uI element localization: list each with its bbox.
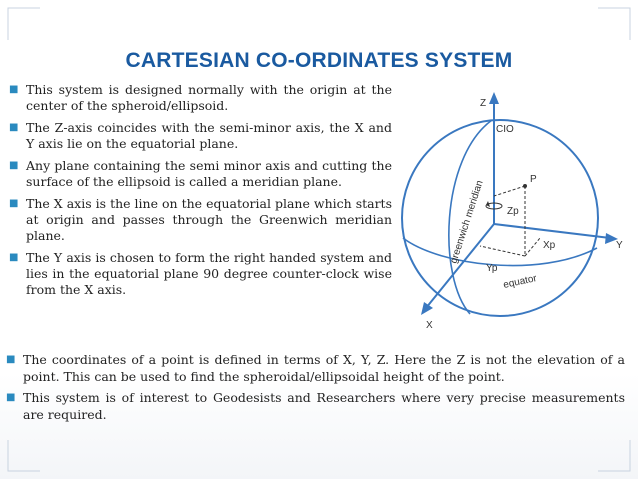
- label-zp: Zp: [507, 206, 519, 217]
- bullet-icon: ■: [9, 122, 19, 133]
- point-p-marker: [523, 184, 527, 188]
- bullet-icon: ■: [6, 392, 16, 403]
- y-axis-line: [494, 224, 610, 238]
- bullet-text: This system is designed normally with the origin at the center of the spheroid/ellipsoid.: [26, 82, 392, 113]
- bullet-text: The Z-axis coincides with the semi-minor axis, the X and Y axis lie on the equatorial plane.: [26, 120, 392, 151]
- z-axis-arrowhead: [489, 92, 499, 104]
- bullet-item: [8, 250, 392, 298]
- bullet-icon: ■: [9, 198, 19, 209]
- equator-curve: [403, 238, 597, 266]
- ellipsoid-outline: [402, 120, 598, 316]
- label-z: Z: [480, 98, 487, 109]
- bullet-text: The Y axis is chosen to form the right handed system and lies in the equatorial plane 90 degree counter-clock wise from the X axis.: [26, 250, 392, 297]
- p-to-zp-projection: [494, 186, 525, 196]
- bullet-list: [8, 82, 392, 304]
- bottom-bullet-text: This system is of interest to Geodesists and Researchers where very precise measurements are required.: [23, 390, 625, 422]
- bullet-text: The X axis is the line on the equatorial plane which starts at origin and passes through the Greenwich meridian plane.: [26, 196, 392, 243]
- bullet-icon: ■: [9, 160, 19, 171]
- label-xp: Xp: [543, 240, 556, 251]
- bullet-icon: ■: [9, 84, 19, 95]
- cartesian-axes-diagram: [400, 88, 630, 338]
- bullet-item: [8, 82, 392, 114]
- bullet-item: [8, 120, 392, 152]
- bullet-text: Any plane containing the semi minor axis and cutting the surface of the ellipsoid is called a meridian plane.: [26, 158, 392, 189]
- bottom-bullet-item: [5, 352, 625, 385]
- foot-to-yp-projection: [480, 246, 525, 256]
- label-equator: equator: [502, 273, 538, 291]
- label-p: P: [530, 174, 537, 185]
- bullet-icon: ■: [6, 354, 16, 365]
- label-x: X: [426, 320, 433, 331]
- bullet-item: [8, 158, 392, 190]
- label-greenwich-meridian: greenwich meridian: [448, 179, 486, 265]
- label-yp: Yp: [486, 263, 498, 274]
- x-axis-arrowhead: [421, 302, 433, 315]
- bottom-bullet-text: The coordinates of a point is defined in terms of X, Y, Z. Here the Z is not the elevation of a point. This can be used to find the spheroidal/ellipsoidal height of the point.: [23, 352, 625, 384]
- slide-title: CARTESIAN CO-ORDINATES SYSTEM: [125, 49, 513, 72]
- label-cio: CIO: [496, 124, 514, 135]
- bullet-item: [8, 196, 392, 244]
- foot-to-xp-projection: [525, 238, 540, 256]
- bullet-icon: ■: [9, 252, 19, 263]
- label-y: Y: [616, 240, 623, 251]
- bottom-bullet-item: [5, 390, 625, 423]
- bottom-bullet-list: [5, 352, 625, 428]
